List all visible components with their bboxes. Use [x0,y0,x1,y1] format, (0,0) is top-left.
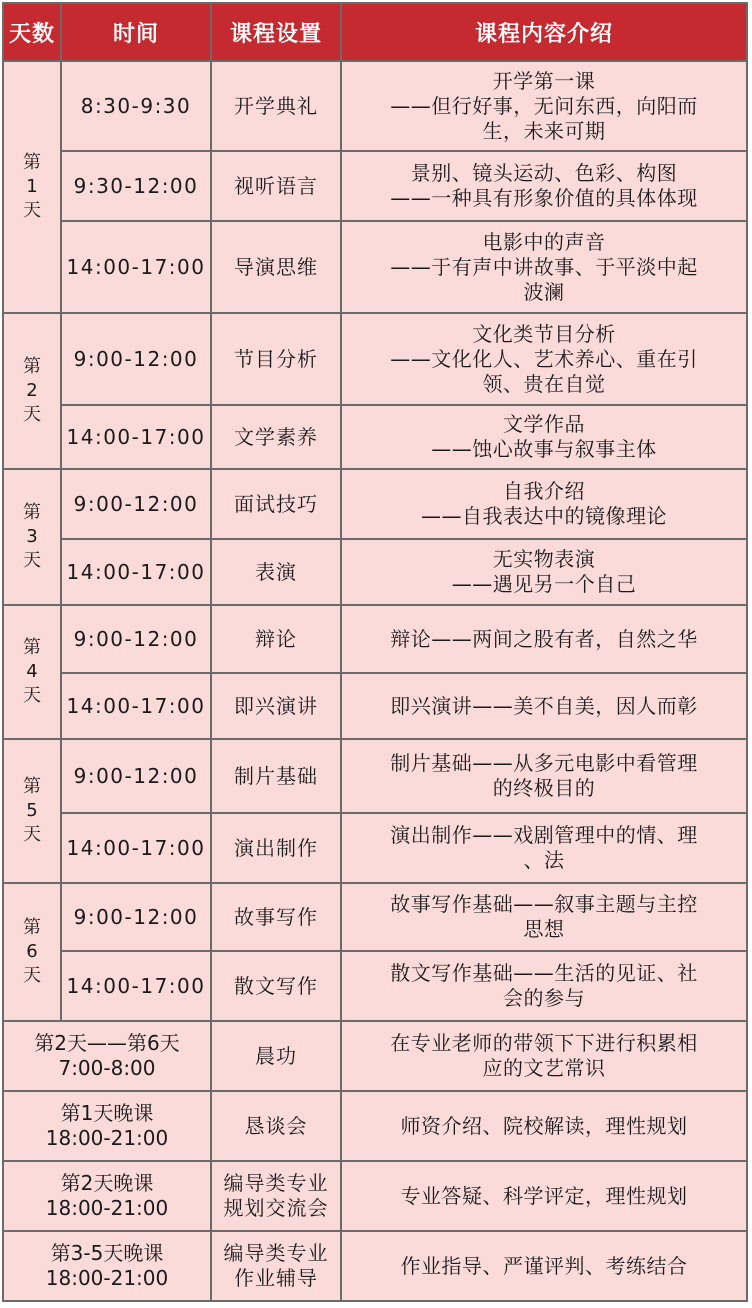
session-content [341,61,747,151]
session-content-line: 波澜 [523,279,565,304]
extra-row [3,1091,747,1161]
extra-course-line: 编导类专业 [223,1171,329,1195]
extra-when-line: 第2天晚课 [60,1171,154,1195]
session-time: 9:00-12:00 [61,605,211,673]
session-time: 9:00-12:00 [61,313,211,405]
extra-when-line: 第3-5天晚课 [50,1241,164,1265]
day-label-char: 4 [26,661,38,682]
session-time: 9:30-12:00 [61,151,211,221]
day-label-char: 2 [26,380,38,401]
extra-course-line: 编导类专业 [223,1241,329,1265]
session-content [341,605,747,673]
session-time: 14:00-17:00 [61,951,211,1021]
session-course: 制片基础 [211,739,341,813]
extra-content-line: 在专业老师的带领下下进行积累相 [390,1031,698,1055]
session-content-line: ——自我表达中的镜像理论 [421,504,667,528]
extra-content [341,1231,747,1301]
session-content-line: 会的参与 [503,986,585,1010]
session-row [3,313,747,405]
extra-content [341,1091,747,1161]
session-content [341,539,747,605]
extra-row [3,1231,747,1301]
extra-course-line: 作业辅导 [234,1266,318,1290]
day-label-char: 3 [26,526,38,547]
extra-when [3,1161,211,1231]
extra-when [3,1231,211,1301]
session-row [3,405,747,469]
extra-when-line: 第1天晚课 [60,1101,154,1125]
extra-content-line: 专业答疑、科学评定，理性规划 [400,1183,688,1208]
session-course: 演出制作 [211,813,341,883]
session-content [341,313,747,405]
session-row [3,539,747,605]
session-time: 9:00-12:00 [61,883,211,951]
session-time: 8:30-9:30 [61,61,211,151]
day-label-char: 第 [23,776,41,797]
extra-course [211,1021,341,1091]
extra-course [211,1231,341,1301]
extra-row [3,1161,747,1231]
session-content-line: 、法 [523,848,565,872]
session-time: 14:00-17:00 [61,673,211,739]
extra-when-line: 18:00-21:00 [45,1126,169,1150]
session-content [341,405,747,469]
session-row [3,605,747,673]
extra-content [341,1021,747,1091]
session-content-line: ——于有声中讲故事、于平淡中起 [390,254,698,279]
session-course: 面试技巧 [211,469,341,539]
session-course: 散文写作 [211,951,341,1021]
day-label-cell [3,469,61,605]
day-label-char: 5 [26,800,38,821]
session-time: 14:00-17:00 [61,405,211,469]
session-content [341,951,747,1021]
session-row [3,469,747,539]
session-course: 辩论 [211,605,341,673]
session-content [341,739,747,813]
session-row [3,61,747,151]
extra-when-line: 7:00-8:00 [58,1056,156,1080]
session-content-line: 的终极目的 [492,776,596,800]
day-label-char: 天 [23,404,41,425]
day-label-char: 第 [23,637,41,658]
schedule-body [3,61,747,1301]
day-label-cell [3,883,61,1021]
day-label-char: 天 [23,200,41,221]
session-row [3,221,747,313]
day-label-char: 第 [23,356,41,377]
session-row [3,951,747,1021]
session-content-line: 无实物表演 [492,547,596,571]
session-course: 表演 [211,539,341,605]
day-label-char: 1 [26,176,38,197]
session-content-line: 辩论——两间之股有者，自然之华 [390,626,698,651]
session-time: 14:00-17:00 [61,221,211,313]
session-content-line: 文学作品 [503,412,585,436]
extra-course [211,1091,341,1161]
extra-course-line: 规划交流会 [223,1196,329,1220]
session-row [3,739,747,813]
session-content-line: 散文写作基础——生活的见证、社 [390,961,698,985]
session-course: 文学素养 [211,405,341,469]
extra-course-line: 恳谈会 [244,1113,308,1138]
session-content-line: ——遇见另一个自己 [451,572,637,596]
session-content [341,673,747,739]
session-content-line: 文化类节目分析 [472,321,616,346]
extra-when-line: 18:00-21:00 [45,1266,169,1290]
session-content-line: 演出制作——戏剧管理中的情、理 [390,823,698,847]
session-row [3,151,747,221]
extra-when [3,1021,211,1091]
session-course: 视听语言 [211,151,341,221]
session-course: 节目分析 [211,313,341,405]
session-content-line: ——一种具有形象价值的具体体现 [390,186,698,210]
session-content-line: ——但行好事，无问东西，向阳而 [390,93,698,118]
session-time: 14:00-17:00 [61,813,211,883]
extra-when [3,1091,211,1161]
session-course: 导演思维 [211,221,341,313]
day-label-cell [3,313,61,469]
day-label-char: 天 [23,965,41,986]
header-row [3,3,747,61]
header-time: 时间 [61,3,211,61]
session-content-line: 生，未来可期 [482,118,606,143]
day-label-cell [3,739,61,883]
extra-content [341,1161,747,1231]
extra-when-line: 第2天——第6天 [34,1031,180,1055]
session-content [341,151,747,221]
session-course: 故事写作 [211,883,341,951]
extra-course-line: 晨功 [255,1043,297,1068]
session-content-line: 故事写作基础——叙事主题与主控 [390,892,698,916]
session-row [3,673,747,739]
session-content-line: 思想 [523,917,565,941]
header-course: 课程设置 [211,3,341,61]
session-content [341,221,747,313]
day-label-char: 6 [26,941,38,962]
extra-when-line: 18:00-21:00 [45,1196,169,1220]
session-content-line: ——蚀心故事与叙事主体 [431,437,657,461]
day-label-char: 第 [23,152,41,173]
extra-course [211,1161,341,1231]
session-content-line: 自我介绍 [503,479,585,503]
extra-content-line: 作业指导、严谨评判、考练结合 [400,1253,688,1278]
session-content-line: 景别、镜头运动、色彩、构图 [410,161,678,185]
session-content-line: 领、贵在自觉 [482,371,606,396]
day-label-cell [3,605,61,739]
session-content [341,469,747,539]
session-course: 开学典礼 [211,61,341,151]
session-row [3,813,747,883]
day-label-char: 天 [23,685,41,706]
day-label-char: 第 [23,502,41,523]
session-course: 即兴演讲 [211,673,341,739]
session-content-line: 开学第一课 [492,68,596,93]
day-label-char: 第 [23,917,41,938]
session-time: 9:00-12:00 [61,469,211,539]
session-content-line: 电影中的声音 [482,229,606,254]
session-content-line: ——文化化人、艺术养心、重在引 [390,346,698,371]
session-content-line: 制片基础——从多元电影中看管理 [390,751,698,775]
day-label-char: 天 [23,824,41,845]
extra-row [3,1021,747,1091]
extra-content-line: 应的文艺常识 [482,1056,606,1080]
header-content: 课程内容介绍 [341,3,747,61]
session-row [3,883,747,951]
extra-content-line: 师资介绍、院校解读，理性规划 [400,1113,688,1138]
session-content [341,883,747,951]
session-time: 14:00-17:00 [61,539,211,605]
course-schedule-table [2,2,748,1302]
header-day: 天数 [3,3,61,61]
session-time: 9:00-12:00 [61,739,211,813]
session-content [341,813,747,883]
day-label-cell [3,61,61,313]
session-content-line: 即兴演讲——美不自美，因人而彰 [390,693,698,718]
day-label-char: 天 [23,550,41,571]
